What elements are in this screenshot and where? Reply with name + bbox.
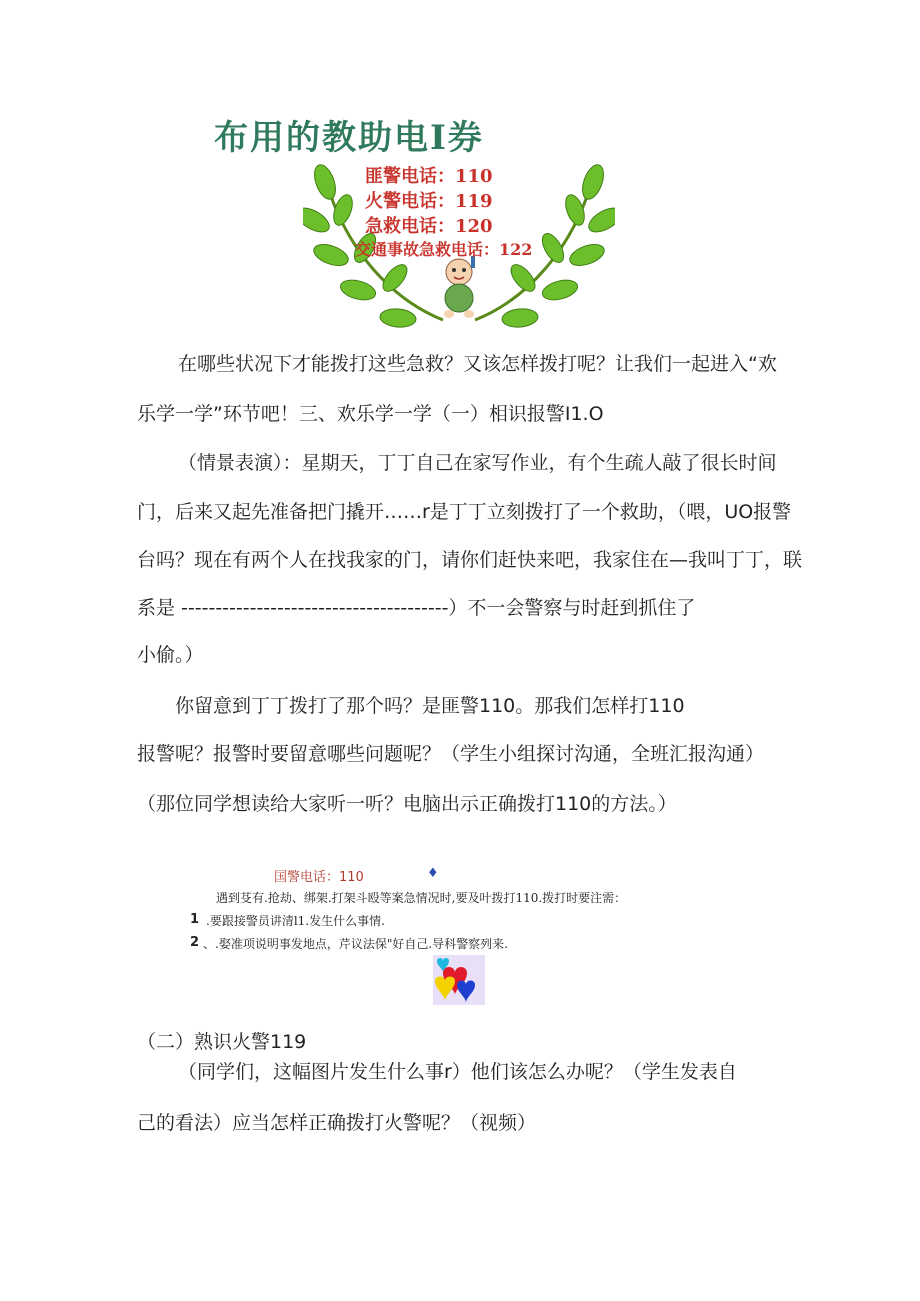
police-box-title: 国警电话：110 — [274, 870, 364, 885]
section-2-line-2: 己的看法）应当怎样正确拨打火警呢？（视频） — [137, 1112, 537, 1134]
list-item-2: 、.娶准项说明事发地点，芹议法保"好自己.导科警察列来. — [203, 937, 508, 951]
paragraph-line-6: 系是 ---------------------------------------）不一会警察与时赶到抓住了 — [137, 597, 696, 619]
paragraph-line-5: 台吗？现在有两个人在找我家的门，请你们赶快来吧，我家住在—我叫丁丁，联 — [137, 549, 803, 571]
section-2-heading: （二）熟识火警119 — [137, 1031, 307, 1053]
list-item-1: .要跟接警员讲清l1.发生什么事情. — [206, 914, 385, 928]
paragraph-line-9: 报警呢？报警时要留意哪些问题呢？（学生小组探讨沟通，全班汇报沟通） — [137, 743, 765, 765]
hearts-clipart — [433, 955, 485, 1005]
emergency-numbers-banner — [303, 160, 615, 330]
diamond-icon: ♦ — [427, 866, 439, 881]
hearts-icon — [433, 955, 485, 1005]
paragraph-line-4: 门，后来又起先准备把门撬开……r是丁丁立刻拨打了一个救助，（喂，UO报警 — [137, 501, 792, 523]
paragraph-line-8: 你留意到丁丁拨打了那个吗？是匪警110。那我们怎样打110 — [175, 695, 685, 717]
banner-line-police: 匪警电话：110 — [365, 166, 493, 187]
cartoon-child-icon — [444, 256, 475, 318]
police-box-intro: 遇到芟有.抢劫、绑架.打架斗殴等案急情况时,要及叶拨打110.拨打时要注需： — [216, 891, 627, 905]
list-item-number-2: 2 — [190, 935, 200, 950]
paragraph-line-7: 小偷。） — [137, 644, 204, 666]
paragraph-line-3: （情景表演）：星期天，丁丁自己在家写作业，有个生疏人敲了很长时间 — [178, 452, 777, 474]
banner-line-traffic: 交通事故急救电话：122 — [355, 240, 533, 259]
list-item-number-1: 1 — [190, 912, 200, 927]
paragraph-line-10: （那位同学想读给大家听一听？电脑出示正确拨打110的方法。） — [137, 793, 677, 815]
banner-line-fire: 火警电话：119 — [365, 191, 493, 212]
banner-line-ambulance: 急救电话：120 — [365, 216, 493, 237]
paragraph-line-2: 乐学一学”环节吧！三、欢乐学一学（一）相识报警I1.O — [137, 403, 604, 425]
section-2-line-1: （同学们，这幅图片发生什么事r）他们该怎么办呢？（学生发表自 — [178, 1061, 737, 1083]
document-title: 布用的教助电I券 — [214, 118, 484, 158]
paragraph-line-1: 在哪些状况下才能拨打这些急救？又该怎样拨打呢？让我们一起进入“欢 — [178, 353, 777, 375]
